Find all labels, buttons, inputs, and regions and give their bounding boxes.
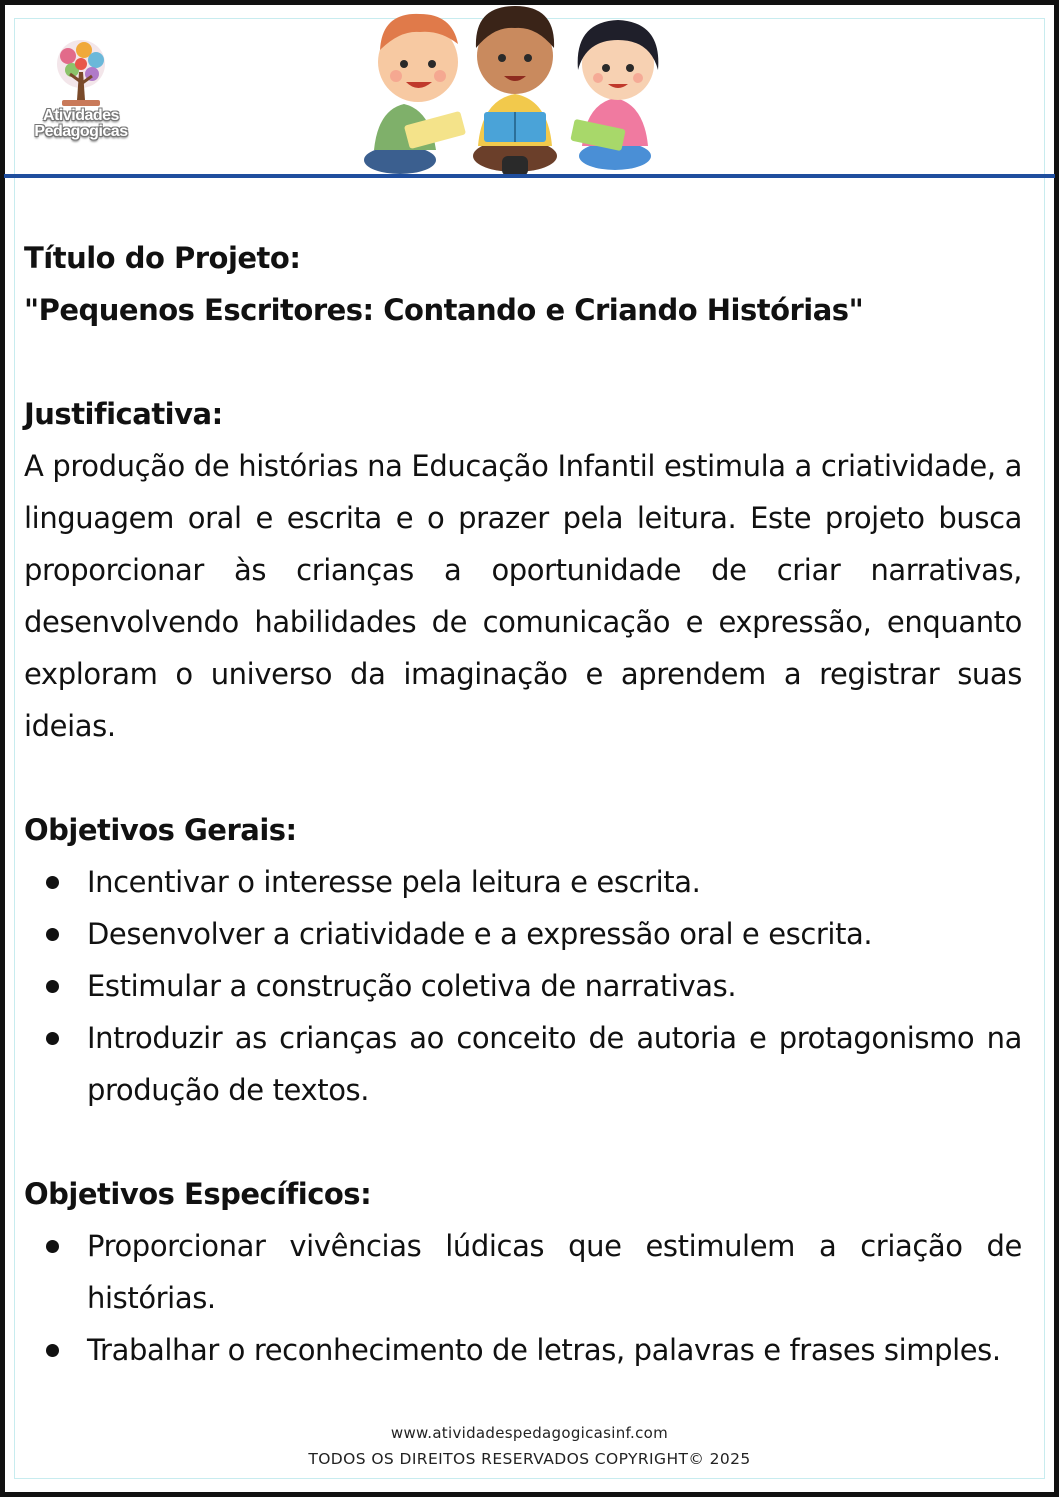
specific-objectives-list (24, 1220, 1022, 1376)
list-item: Desenvolver a criatividade e a expressão oral e escrita. (24, 908, 1022, 960)
children-reading-books-illustration (360, 0, 670, 182)
list-item: Proporcionar vivências lúdicas que estimulem a criação de histórias. (24, 1220, 1022, 1324)
justification-heading: Justificativa: (24, 397, 223, 431)
general-objectives-list (24, 856, 1022, 1116)
general-objectives-heading: Objetivos Gerais: (24, 813, 297, 847)
specific-objectives-heading: Objetivos Específicos: (24, 1177, 372, 1211)
footer-copyright: TODOS OS DIREITOS RESERVADOS COPYRIGHT© 2025 (308, 1450, 751, 1468)
list-item: Introduzir as crianças ao conceito de autoria e protagonismo na produção de textos. (24, 1012, 1022, 1116)
document-body (24, 232, 1022, 1376)
logo (26, 38, 136, 148)
logo-text-line1: Atividades (43, 107, 119, 124)
footer-website[interactable]: www.atividadespedagogicasinf.com (390, 1424, 669, 1442)
list-item: Trabalhar o reconhecimento de letras, palavras e frases simples. (24, 1324, 1022, 1376)
justification-text: A produção de histórias na Educação Infantil estimula a criatividade, a linguagem oral e escrita e o prazer pela leitura. Este projeto busca proporcionar às crianças a oportunidade de criar narrativas, desenvolvendo habilidades de comunicação e expressão, enquanto exploram o universo da imaginação e aprendem a registrar suas ideias. (24, 449, 1022, 743)
list-item: Estimular a construção coletiva de narrativas. (24, 960, 1022, 1012)
header-divider (4, 174, 1055, 178)
project-title-label: Título do Projeto: (24, 241, 301, 275)
list-item: Incentivar o interesse pela leitura e escrita. (24, 856, 1022, 908)
project-title-value: "Pequenos Escritores: Contando e Criando Histórias" (24, 293, 864, 327)
tree-logo-icon (48, 38, 114, 110)
logo-text-line2: Pedagogicas (34, 123, 128, 140)
